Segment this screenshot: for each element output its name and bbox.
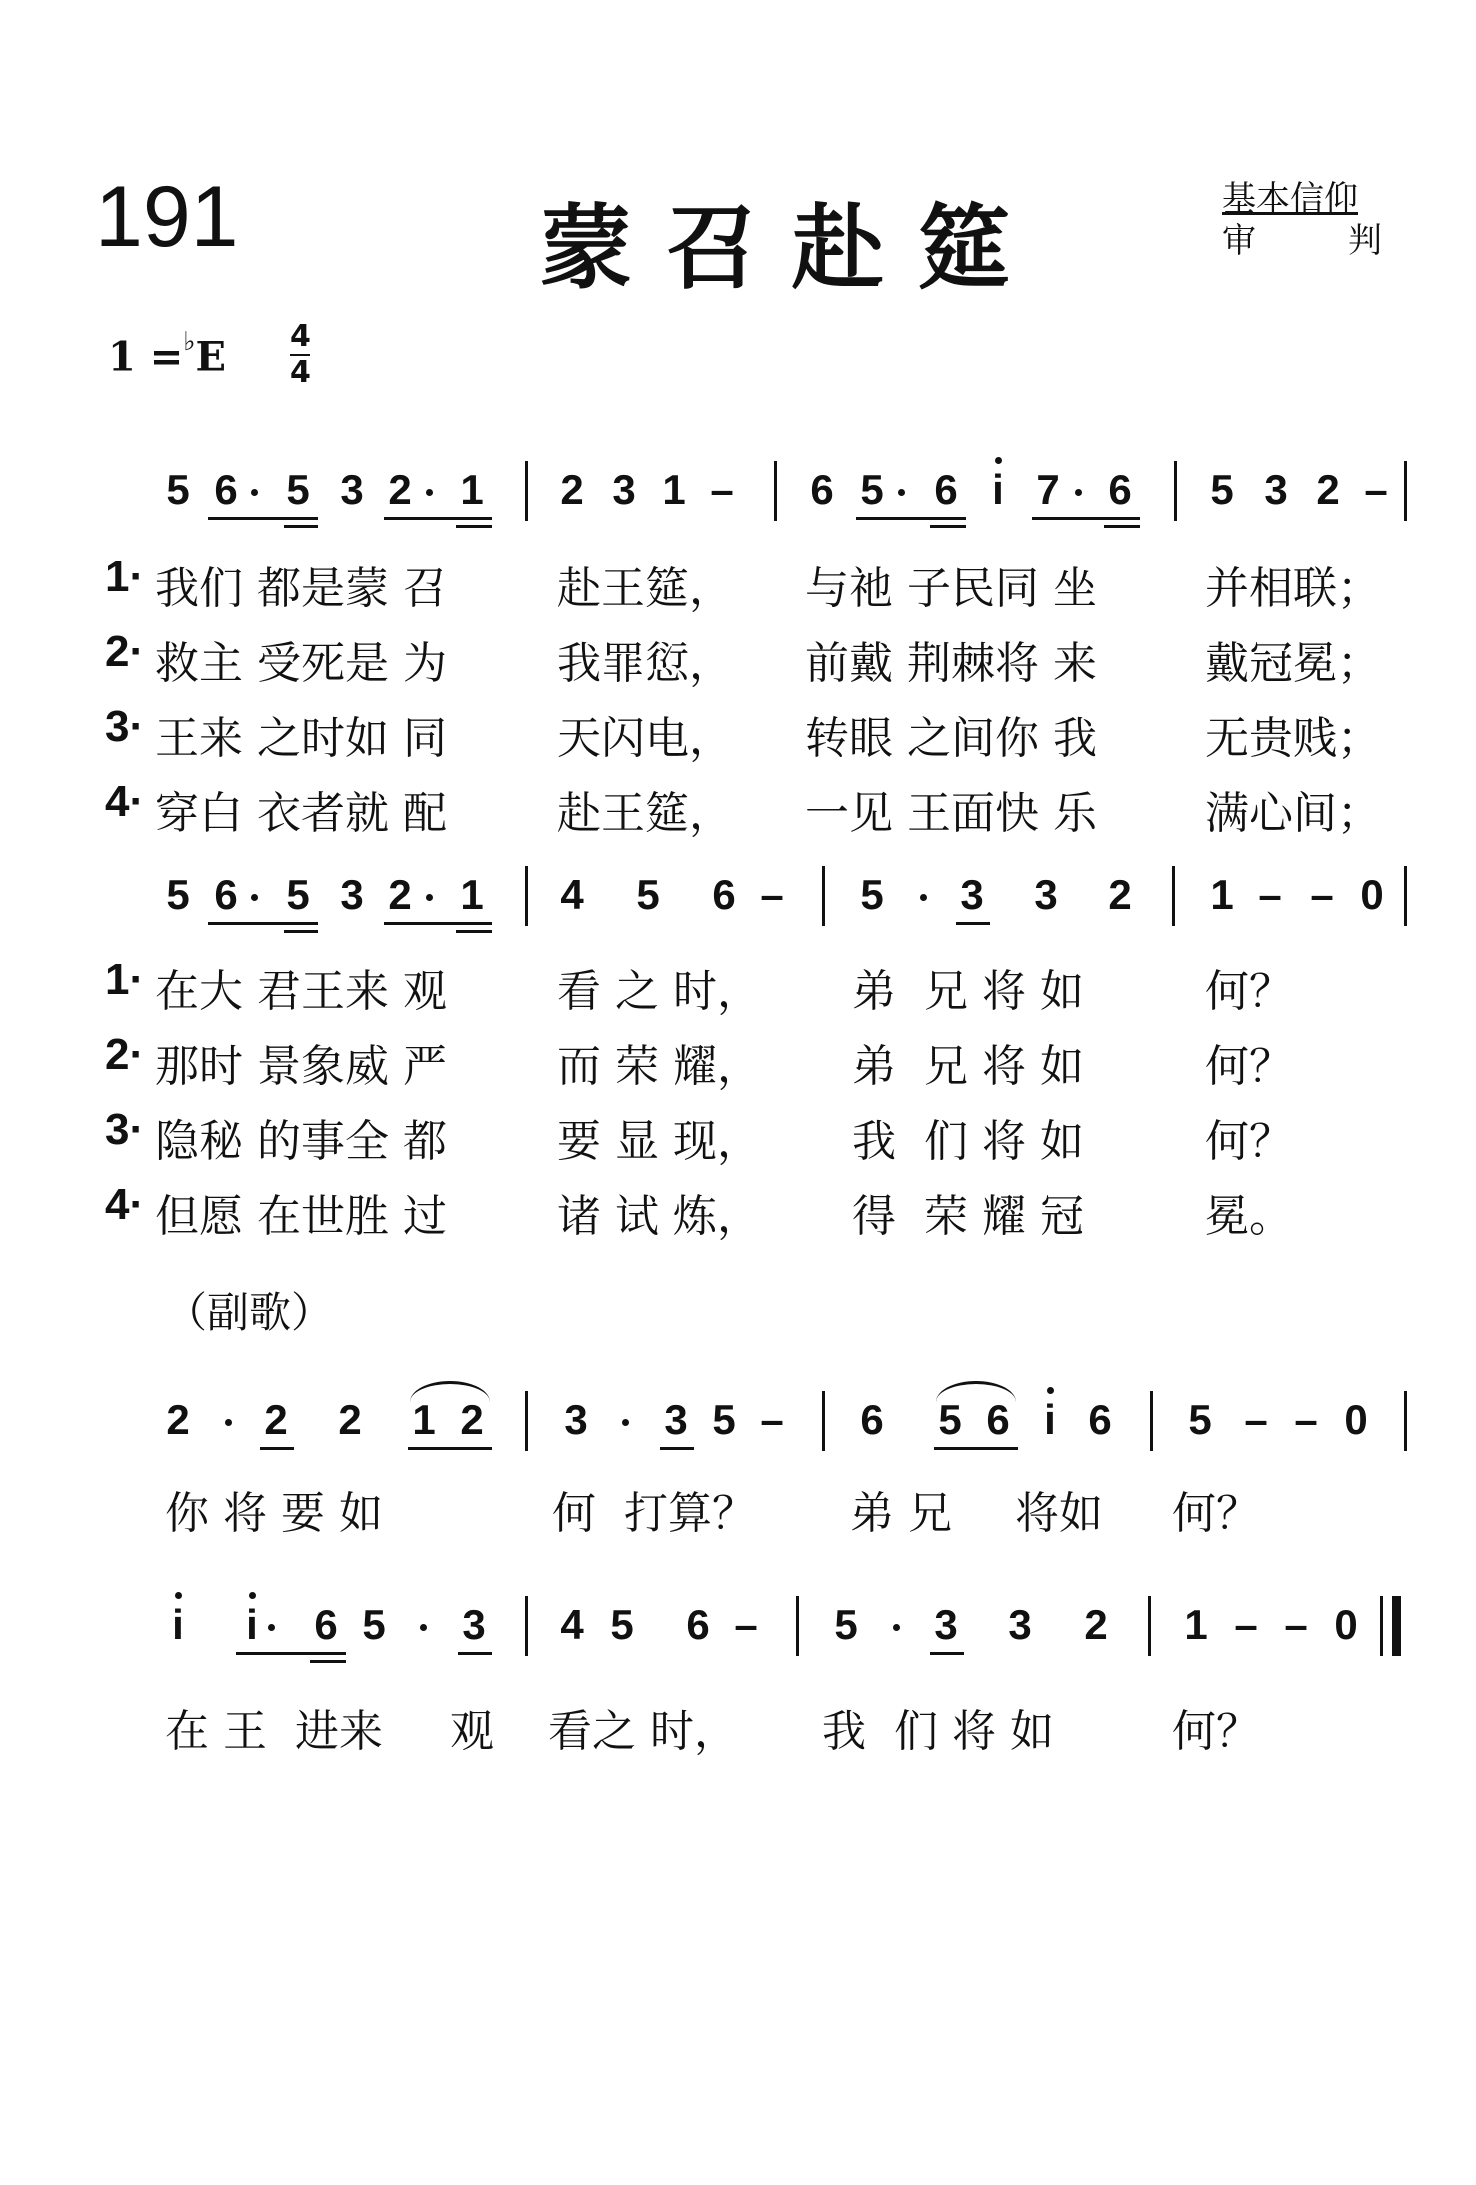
notation-line-3: 2 2 2 1 2 3 3 5 – 6 5 6 i 6 5 – – 0 xyxy=(0,1395,1476,1455)
verse-line: 3· 隐秘 的事全 都 要 显 现， 我 们 将 如 何？ xyxy=(105,1105,1293,1167)
notation-line-4: i i 6 5 3 4 5 6 – 5 3 3 2 1 – – 0 xyxy=(0,1600,1476,1660)
hymn-title: 蒙召赴筵 xyxy=(540,195,1045,302)
refrain-lyric-1: 你 将 要 如 何 打算？ 弟 兄 将如 何？ xyxy=(165,1488,1260,1539)
verse-line: 1· 在大 君王来 观 看 之 时， 弟 兄 将 如 何？ xyxy=(105,955,1293,1017)
verse-line: 1· 我们 都是蒙 召 赴王筵， 与祂 子民同 坐 并相联； xyxy=(105,552,1381,614)
verse-line: 4· 穿白 衣者就 配 赴王筵， 一见 王面快 乐 满心间； xyxy=(105,777,1381,839)
verse-line: 3· 王来 之时如 同 天闪电， 转眼 之间你 我 无贵贱； xyxy=(105,702,1381,764)
refrain-lyric-2: 在 王 进来 观 看之 时， 我 们 将 如 何？ xyxy=(165,1706,1260,1757)
refrain-label: （副歌） xyxy=(165,1288,334,1337)
notation-line-1: 5 6 5 3 2 1 2 3 1 – 6 5 6 i 7 6 5 3 2 – xyxy=(0,465,1476,525)
category-line2: 审 判 xyxy=(1222,221,1382,261)
time-signature: 4 4 xyxy=(290,319,311,390)
verse-line: 2· 那时 景象威 严 而 荣 耀， 弟 兄 将 如 何？ xyxy=(105,1030,1293,1092)
verse-line: 2· 救主 受死是 为 我罪愆， 前戴 荆棘将 来 戴冠冕； xyxy=(105,627,1381,689)
key-signature: 1 =♭E xyxy=(108,327,227,381)
category-line1: 基本信仰 xyxy=(1222,179,1358,219)
hymn-category xyxy=(1222,178,1382,262)
notation-line-2: 5 6 5 3 2 1 4 5 6 – 5 3 3 2 1 – – 0 xyxy=(0,870,1476,930)
verse-line: 4· 但愿 在世胜 过 诸 试 炼， 得 荣 耀 冠 冕。 xyxy=(105,1180,1293,1242)
hymn-number: 191 xyxy=(95,169,239,265)
